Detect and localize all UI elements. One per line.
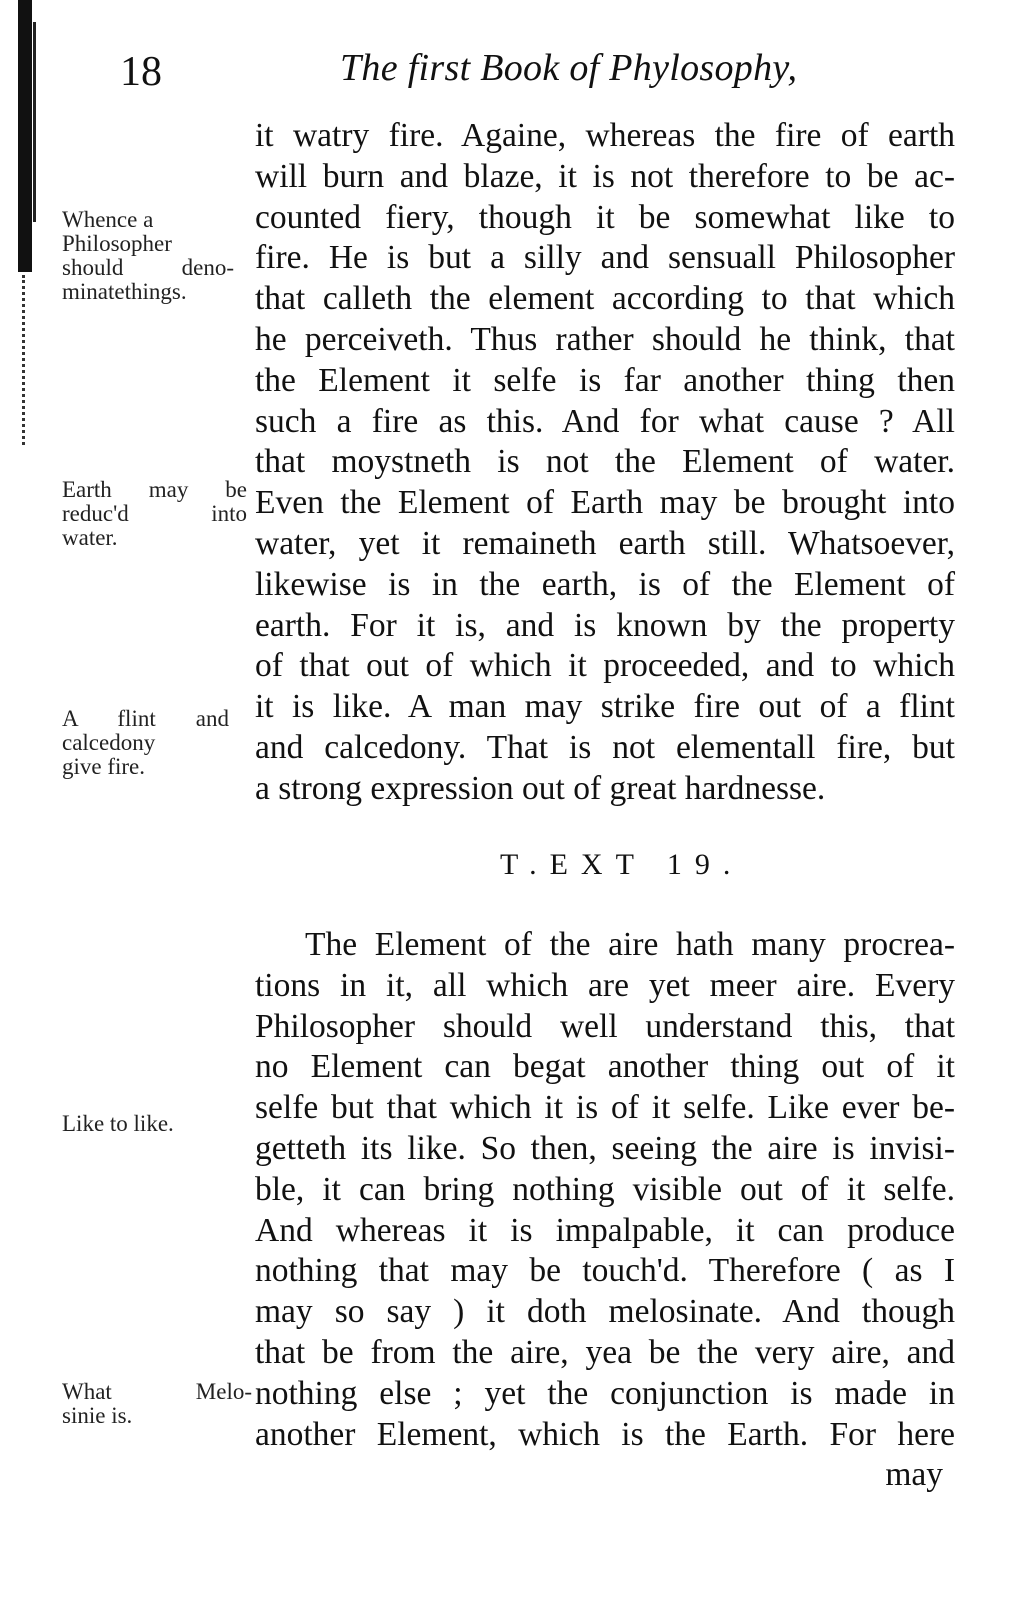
text-line: ble, it can bring nothing visible out of it selfe.	[255, 1170, 955, 1208]
text-line: nothing else ; yet the conjunction is made in	[255, 1374, 955, 1412]
text-line: Philosopher should well understand this, that	[255, 1007, 955, 1045]
text-line: it watry fire. Againe, whereas the fire of earth	[255, 117, 955, 154]
text-line: tions in it, all which are yet meer aire. Every	[255, 966, 955, 1004]
text-line: Even the Element of Earth may be brought into	[255, 484, 955, 522]
text-line: such a fire as this. And for what cause ? All	[255, 402, 955, 440]
text-line: that calleth the element according to that which	[255, 280, 955, 318]
margin-note	[62, 478, 247, 550]
text-line: water, yet it remaineth earth still. Whatsoever,	[255, 524, 955, 562]
section-heading: T.EXT 19.	[500, 848, 744, 881]
margin-note-line: sinie is.	[62, 1403, 133, 1428]
margin-note	[62, 1112, 237, 1136]
text-line: it is like. A man may strike fire out of a flint	[255, 688, 955, 726]
margin-note	[62, 208, 234, 304]
text-line: will burn and blaze, it is not therefore to be ac-	[255, 157, 955, 195]
binding-edge	[18, 0, 32, 272]
text-line: selfe but that which it is of it selfe. Like ever be-	[255, 1089, 955, 1127]
text-line: fire. He is but a silly and sensuall Philosopher	[255, 239, 955, 277]
text-line: another Element, which is the Earth. For here	[255, 1415, 955, 1453]
margin-note-line: Whence a	[62, 207, 154, 232]
binding-edge-shadow	[33, 22, 36, 222]
text-line: and calcedony. That is not elementall fire, but	[255, 728, 955, 766]
passage-2	[255, 925, 955, 1496]
margin-note-line: minatethings.	[62, 279, 187, 304]
margin-note	[62, 1380, 252, 1428]
margin-note-line: Earth may be	[62, 477, 247, 502]
binding-edge-specks	[22, 275, 29, 445]
margin-note-line: reduc'd into	[62, 501, 247, 526]
text-line: getteth its like. So then, seeing the aire is invisi-	[255, 1129, 955, 1167]
passage-1	[255, 116, 955, 810]
text-line: likewise is in the earth, is of the Element of	[255, 565, 955, 603]
page-number: 18	[120, 49, 162, 95]
text-line: And whereas it is impalpable, it can produce	[255, 1211, 955, 1249]
catchword: may	[885, 1456, 943, 1494]
text-line: a strong expression out of great hardnesse.	[255, 769, 826, 807]
text-line: that be from the aire, yea be the very aire, and	[255, 1333, 955, 1371]
text-line: The Element of the aire hath many procrea-	[305, 926, 955, 963]
margin-note-line: should deno-	[62, 255, 234, 280]
text-line: he perceiveth. Thus rather should he think, that	[255, 320, 955, 358]
running-title: The first Book of Phylosophy,	[340, 47, 798, 89]
text-line: nothing that may be touch'd. Therefore ( as I	[255, 1252, 955, 1290]
text-line: that moystneth is not the Element of water.	[255, 443, 955, 481]
margin-note-line: give fire.	[62, 754, 146, 779]
text-line: the Element it selfe is far another thing then	[255, 361, 955, 399]
text-line: counted fiery, though it be somewhat like to	[255, 198, 955, 236]
margin-note-line: water.	[62, 525, 118, 550]
margin-note	[62, 707, 229, 779]
text-line: may so say ) it doth melosinate. And though	[255, 1293, 955, 1331]
margin-note-line: Philosopher	[62, 231, 172, 256]
margin-note-line: What Melo-	[62, 1379, 252, 1404]
text-line: of that out of which it proceeded, and to which	[255, 647, 955, 685]
text-line: earth. For it is, and is known by the property	[255, 606, 955, 644]
text-line: no Element can begat another thing out of it	[255, 1048, 955, 1086]
margin-note-line: calcedony	[62, 730, 156, 755]
margin-note-line: Like to like.	[62, 1111, 174, 1136]
margin-note-line: A flint and	[62, 706, 229, 731]
